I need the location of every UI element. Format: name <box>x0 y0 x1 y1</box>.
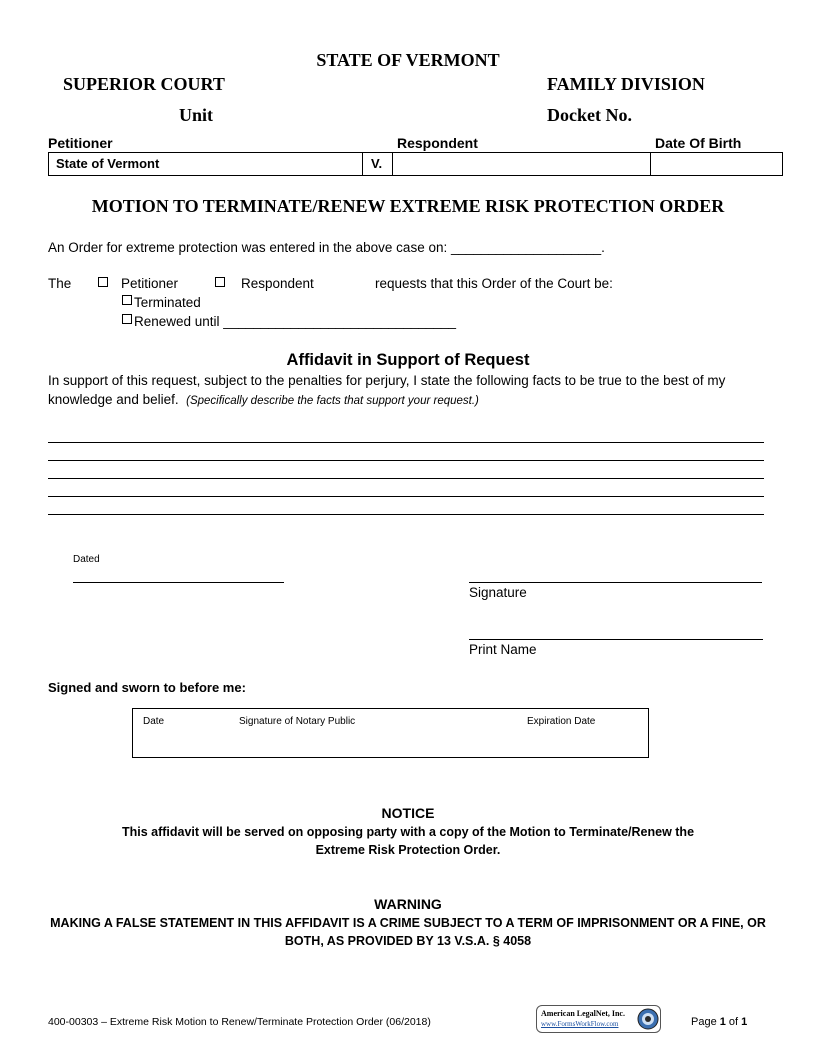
facts-line-4[interactable] <box>48 496 764 497</box>
renewed-checkbox[interactable] <box>122 314 132 324</box>
requests-text: requests that this Order of the Court be: <box>375 276 613 291</box>
page-of: of <box>725 1016 742 1028</box>
form-title: MOTION TO TERMINATE/RENEW EXTREME RISK PROTECTION ORDER <box>91 196 725 216</box>
signature-line[interactable] <box>469 582 762 583</box>
globe-icon <box>637 1008 659 1030</box>
warning-line-2: BOTH, AS PROVIDED BY 13 V.S.A. § 4058 <box>284 934 532 948</box>
affidavit-note: (Specifically describe the facts that support your request.) <box>186 395 479 407</box>
docket-label: Docket No. <box>547 105 632 125</box>
affidavit-body-2 <box>48 392 479 407</box>
sworn-label: Signed and sworn to before me: <box>48 680 246 695</box>
affidavit-body-2-text: knowledge and belief. <box>48 392 179 407</box>
facts-line-2[interactable] <box>48 460 764 461</box>
page-total: 1 <box>741 1016 748 1028</box>
court-heading: SUPERIOR COURT <box>63 74 225 94</box>
order-date-line[interactable]: An Order for extreme protection was entered in the above case on: ____________________. <box>48 240 605 255</box>
notary-date-label: Date <box>143 716 165 727</box>
affidavit-heading: Affidavit in Support of Request <box>286 351 530 369</box>
respondent-field[interactable] <box>393 153 651 175</box>
dated-label: Dated <box>73 554 100 565</box>
respondent-checkbox[interactable] <box>215 277 225 287</box>
american-legalnet-logo[interactable] <box>536 1005 661 1033</box>
page-number: 1 <box>719 1016 726 1028</box>
notice-heading: NOTICE <box>381 805 435 821</box>
form-number: 400-00303 – Extreme Risk Motion to Renew/Terminate Protection Order (06/2018) <box>48 1016 431 1028</box>
terminated-option: Terminated <box>134 295 201 310</box>
print-name-label: Print Name <box>469 642 537 657</box>
respondent-label: Respondent <box>397 135 478 151</box>
notice-line-2: Extreme Risk Protection Order. <box>315 843 501 857</box>
facts-line-3[interactable] <box>48 478 764 479</box>
unit-label: Unit <box>179 105 214 125</box>
facts-line-1[interactable] <box>48 442 764 443</box>
respondent-option: Respondent <box>241 276 314 291</box>
dob-label: Date Of Birth <box>655 135 742 151</box>
party-table <box>48 152 783 176</box>
division-heading: FAMILY DIVISION <box>547 74 705 94</box>
facts-line-5[interactable] <box>48 514 764 515</box>
dated-line[interactable] <box>73 582 284 583</box>
print-name-line[interactable] <box>469 639 763 640</box>
petitioner-option: Petitioner <box>121 276 179 291</box>
notary-signature-label: Signature of Notary Public <box>239 716 356 727</box>
signature-label: Signature <box>469 585 527 600</box>
notice-line-1: This affidavit will be served on opposing party with a copy of the Motion to Terminate/Renew the <box>121 825 695 839</box>
warning-heading: WARNING <box>374 896 442 912</box>
logo-company: American LegalNet, Inc. <box>541 1009 625 1018</box>
dob-field[interactable] <box>651 153 782 175</box>
page-prefix: Page <box>691 1016 720 1028</box>
notary-box[interactable] <box>132 708 649 758</box>
page-indicator <box>691 1016 747 1028</box>
petitioner-field[interactable]: State of Vermont <box>49 153 363 175</box>
logo-url[interactable]: www.FormsWorkFlow.com <box>541 1020 619 1028</box>
the-label: The <box>48 276 72 291</box>
versus-label: V. <box>363 153 393 175</box>
terminated-checkbox[interactable] <box>122 295 132 305</box>
renewed-option[interactable]: Renewed until _______________________________ <box>134 314 457 329</box>
affidavit-body: In support of this request, subject to the penalties for perjury, I state the following facts to be true to the best of my <box>48 373 726 388</box>
warning-line-1: MAKING A FALSE STATEMENT IN THIS AFFIDAVIT IS A CRIME SUBJECT TO A TERM OF IMPRISONMENT OR A FINE, OR <box>50 916 766 930</box>
state-heading: STATE OF VERMONT <box>316 50 500 70</box>
petitioner-label: Petitioner <box>48 135 113 151</box>
notary-expiration-label: Expiration Date <box>527 716 596 727</box>
petitioner-checkbox[interactable] <box>98 277 108 287</box>
